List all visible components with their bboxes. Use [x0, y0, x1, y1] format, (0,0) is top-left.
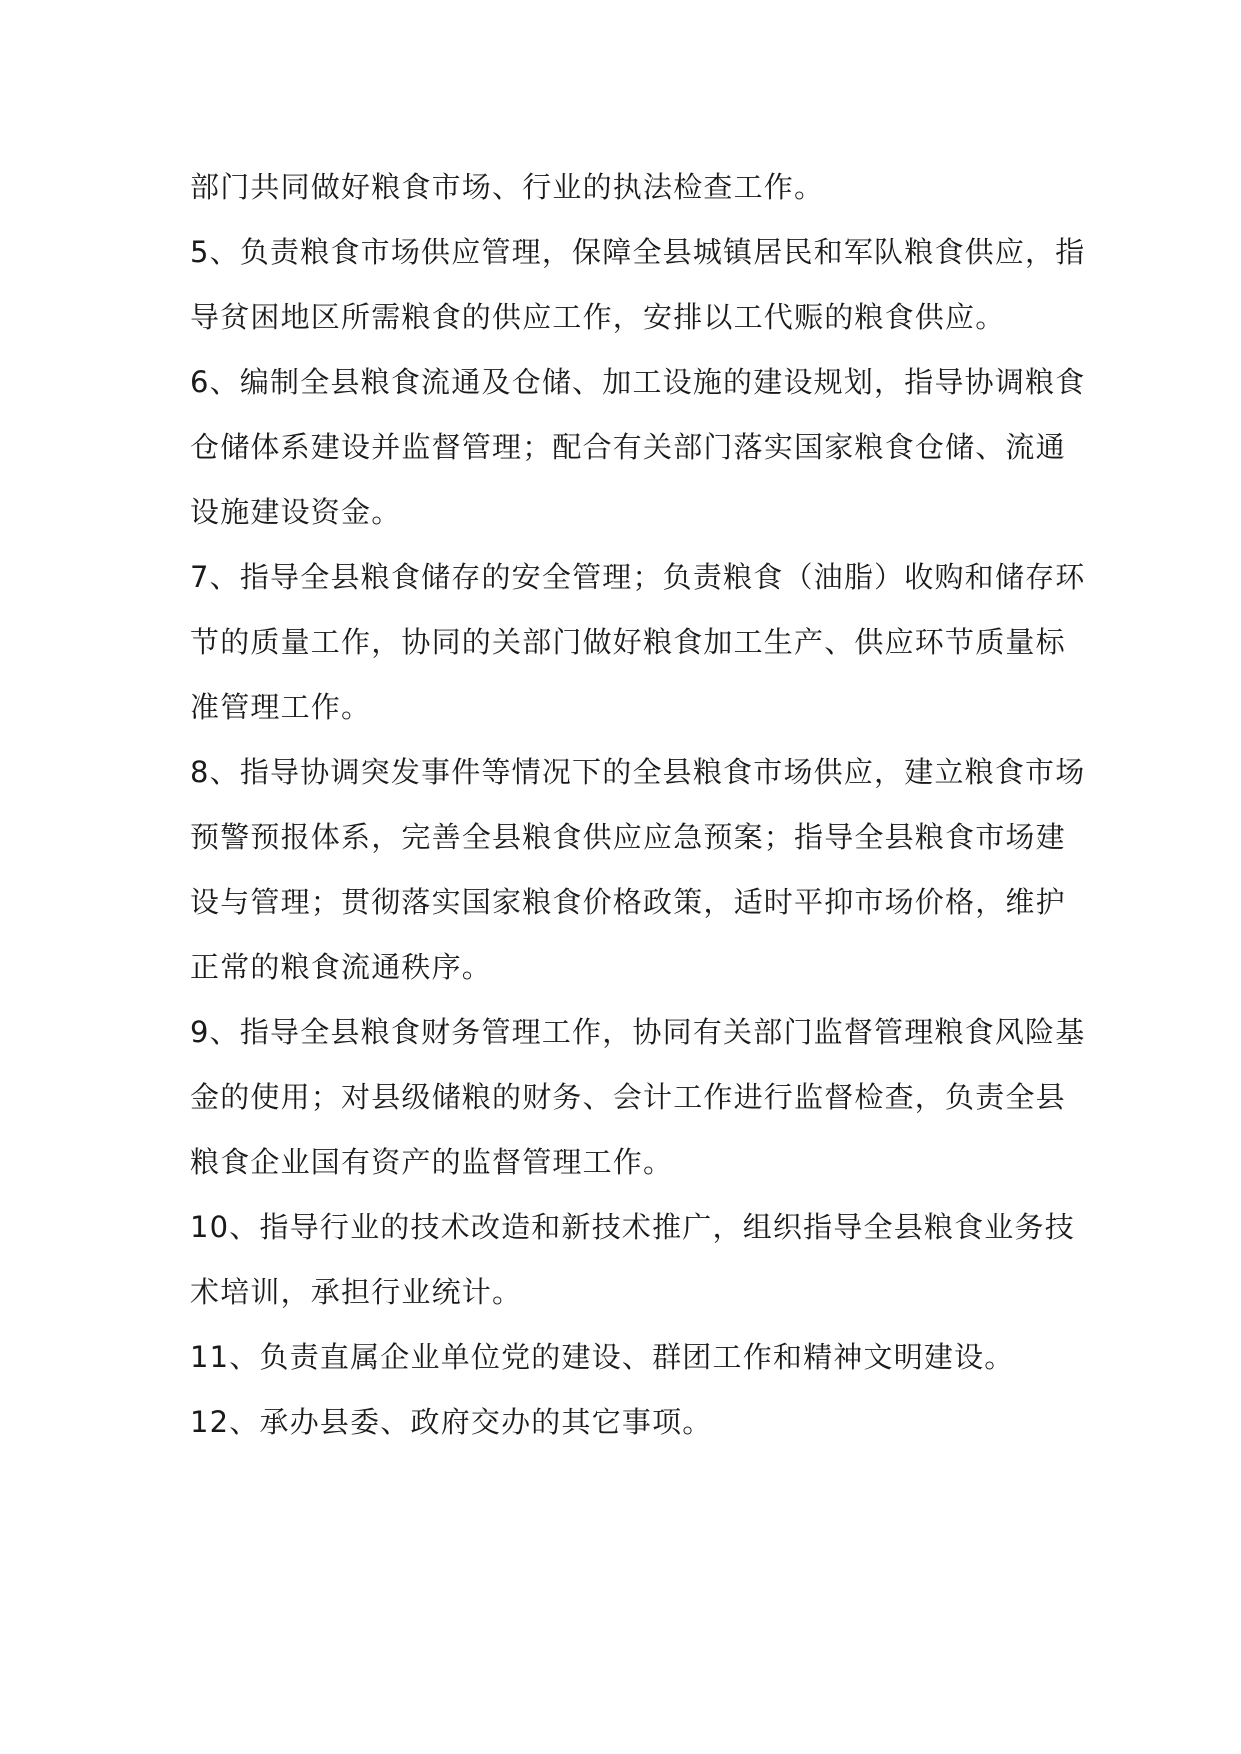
- document-page: [190, 155, 1086, 1455]
- text-line: 9、指导全县粮食财务管理工作，协同有关部门监督管理粮食风险基: [190, 1015, 1086, 1049]
- text-line: 预警预报体系，完善全县粮食供应应急预案；指导全县粮食市场建: [190, 820, 1066, 854]
- text-line: 粮食企业国有资产的监督管理工作。: [190, 1145, 674, 1179]
- text-line: 12、承办县委、政府交办的其它事项。: [190, 1405, 713, 1439]
- paragraph-item-12: [190, 1390, 1060, 1455]
- text-line: 部门共同做好粮食市场、行业的执法检查工作。: [190, 170, 825, 204]
- text-line: 11、负责直属企业单位党的建设、群团工作和精神文明建设。: [190, 1340, 1015, 1374]
- text-line: 设施建设资金。: [190, 495, 402, 529]
- text-line: 6、编制全县粮食流通及仓储、加工设施的建设规划，指导协调粮食: [190, 365, 1086, 399]
- paragraph-item-11: [190, 1325, 1060, 1390]
- text-line: 7、指导全县粮食储存的安全管理；负责粮食（油脂）收购和储存环: [190, 560, 1086, 594]
- text-line: 导贫困地区所需粮食的供应工作，安排以工代赈的粮食供应。: [190, 300, 1006, 334]
- paragraph-item-6: [190, 350, 1086, 545]
- paragraph-item-7: [190, 545, 1086, 740]
- paragraph-item-5: [190, 220, 1086, 350]
- text-line: 正常的粮食流通秩序。: [190, 950, 493, 984]
- paragraph-continuation: [190, 155, 1060, 220]
- text-line: 设与管理；贯彻落实国家粮食价格政策，适时平抑市场价格，维护: [190, 885, 1066, 919]
- text-line: 仓储体系建设并监督管理；配合有关部门落实国家粮食仓储、流通: [190, 430, 1066, 464]
- text-line: 节的质量工作，协同的关部门做好粮食加工生产、供应环节质量标: [190, 625, 1066, 659]
- text-line: 准管理工作。: [190, 690, 372, 724]
- paragraph-item-10: [190, 1195, 1075, 1325]
- paragraph-item-8: [190, 740, 1086, 1000]
- paragraph-item-9: [190, 1000, 1086, 1195]
- text-line: 金的使用；对县级储粮的财务、会计工作进行监督检查，负责全县: [190, 1080, 1066, 1114]
- text-line: 10、指导行业的技术改造和新技术推广，组织指导全县粮食业务技: [190, 1210, 1075, 1244]
- text-line: 术培训，承担行业统计。: [190, 1275, 523, 1309]
- text-line: 8、指导协调突发事件等情况下的全县粮食市场供应，建立粮食市场: [190, 755, 1086, 789]
- text-line: 5、负责粮食市场供应管理，保障全县城镇居民和军队粮食供应，指: [190, 235, 1086, 269]
